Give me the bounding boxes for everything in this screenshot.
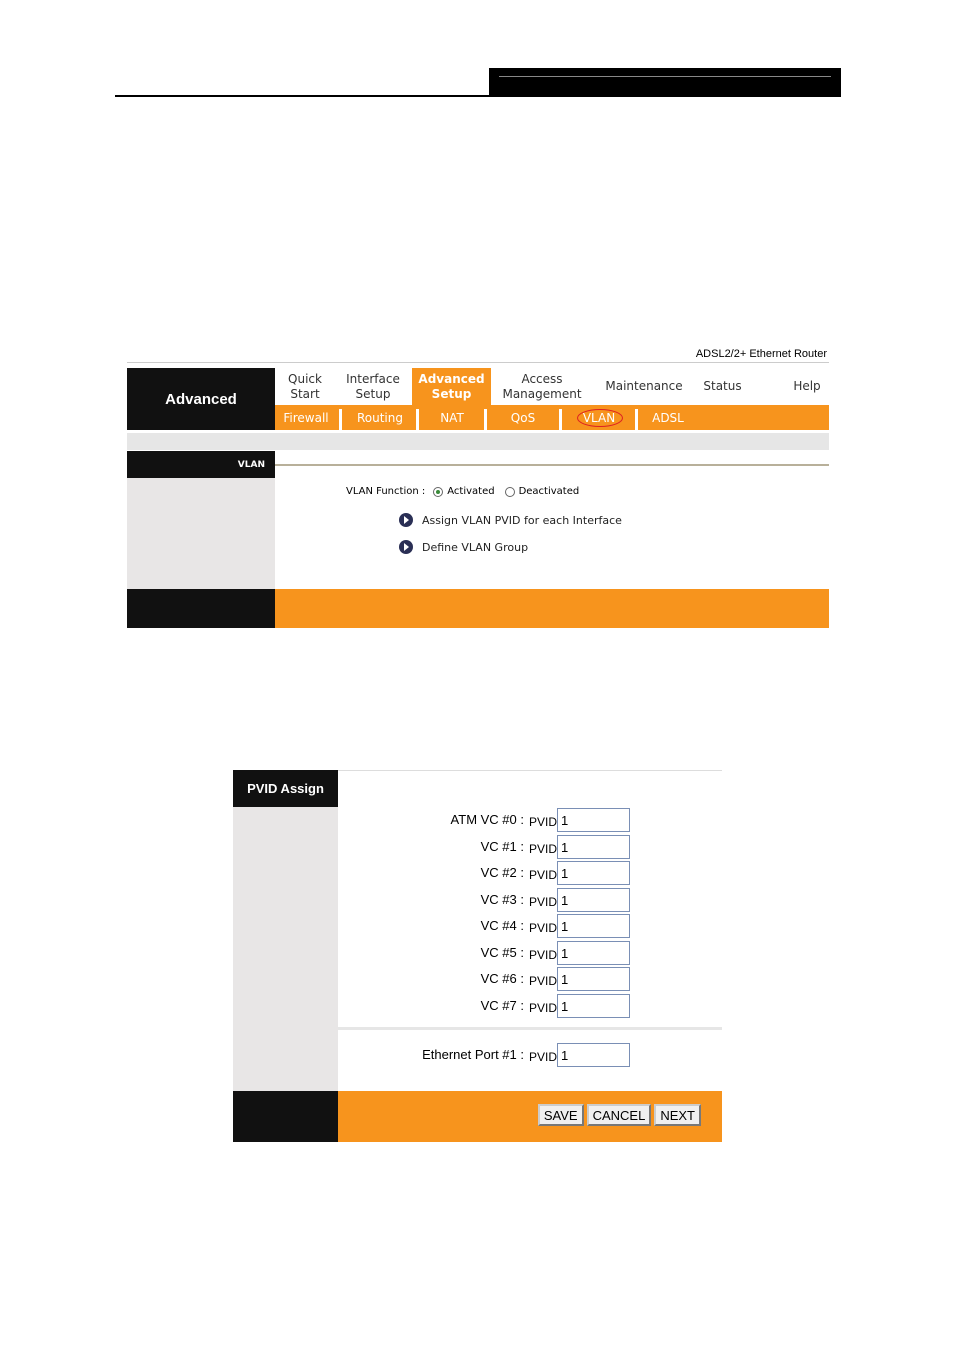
menu-interface-setup[interactable]: Interface Setup [346,371,400,401]
pvid-label: PVID [529,1001,558,1015]
pvid-label: PVID [529,921,558,935]
router-brand: ADSL2/2+ Ethernet Router [695,348,827,360]
menu-quick-start[interactable]: Quick Start [288,371,322,401]
pvid-input-vc4[interactable] [557,914,630,938]
page-header-block [489,68,841,97]
pvid-row-vc3 [338,888,722,912]
pvid-input-vc1[interactable] [557,835,630,859]
pvid-label: PVID [529,895,558,909]
submenu-separator [484,409,487,430]
submenu-nat[interactable]: NAT [440,410,464,425]
pvid-label: PVID [529,974,558,988]
radio-deactivated[interactable] [505,487,515,497]
footer-bar [275,589,829,628]
pvid-row-vc6 [338,967,722,991]
menu-help[interactable]: Help [793,379,821,393]
pvid-label: PVID [529,1050,558,1064]
pvid-label: PVID [529,868,558,882]
pvid-input-ethernet1[interactable] [557,1043,630,1067]
main-menu [275,368,829,405]
row-label: ATM VC #0 : [450,812,524,827]
row-label: VC #2 : [480,865,524,880]
left-panel [127,478,275,589]
row-label: VC #6 : [480,971,524,986]
menu-maintenance[interactable]: Maintenance [605,379,683,393]
submenu-adsl[interactable]: ADSL [652,410,684,425]
vlan-function-row [346,486,579,497]
row-label: VC #4 : [480,918,524,933]
define-vlan-group-link[interactable] [399,540,528,554]
top-divider [127,362,829,363]
pvid-row-vc1 [338,835,722,859]
pvid-row-vc7 [338,994,722,1018]
row-label: VC #5 : [480,945,524,960]
next-button[interactable]: NEXT [654,1104,701,1126]
pvid-row-atm-vc0 [338,808,722,832]
footer-left [233,1091,338,1142]
submenu-routing[interactable]: Routing [356,410,403,425]
pvid-input-vc7[interactable] [557,994,630,1018]
pvid-label: PVID [529,815,558,829]
vlan-function-label: VLAN Function : [346,486,426,497]
submenu-firewall[interactable]: Firewall [283,410,329,425]
radio-deactivated-label: Deactivated [518,486,580,497]
pvid-row-ethernet1 [338,1043,722,1067]
arrow-circle-icon [399,513,413,527]
panel-divider [275,464,829,466]
save-button[interactable]: SAVE [538,1104,584,1126]
pvid-input-vc5[interactable] [557,941,630,965]
vlan-highlight-circle [577,409,623,427]
page-header-rule [499,76,831,77]
pvid-row-vc2 [338,861,722,885]
section-title: Advanced [127,368,275,430]
pvid-row-vc5 [338,941,722,965]
submenu-vlan[interactable]: VLAN [582,410,616,425]
footer-left [127,589,275,628]
panel-title: VLAN [127,451,275,478]
top-divider [338,770,722,771]
row-label: VC #3 : [480,892,524,907]
pvid-input-vc0[interactable] [557,808,630,832]
button-group [538,1104,701,1126]
submenu-separator [635,409,638,430]
pvid-label: PVID [529,948,558,962]
submenu-qos[interactable]: QoS [510,410,536,425]
left-panel [233,807,338,1091]
menu-access-management[interactable]: Access Management [502,371,582,401]
menu-advanced-setup[interactable]: Advanced Setup [412,368,491,405]
row-label: Ethernet Port #1 : [422,1047,524,1062]
section-divider [338,1027,722,1030]
cancel-button[interactable]: CANCEL [587,1104,652,1126]
submenu-separator [416,409,419,430]
grey-bar [127,433,829,450]
sub-menu [275,405,829,430]
pvid-assign-screen [233,770,722,1142]
radio-activated[interactable] [433,487,443,497]
page-header-line [115,95,841,97]
menu-status[interactable]: Status [703,379,742,393]
arrow-circle-icon [399,540,413,554]
submenu-separator [559,409,562,430]
radio-activated-label: Activated [447,486,495,497]
pvid-row-vc4 [338,914,722,938]
assign-pvid-link[interactable] [399,513,622,527]
row-label: VC #1 : [480,839,524,854]
row-label: VC #7 : [480,998,524,1013]
pvid-title: PVID Assign [233,770,338,807]
pvid-input-vc6[interactable] [557,967,630,991]
assign-pvid-label: Assign VLAN PVID for each Interface [422,513,622,527]
pvid-label: PVID [529,842,558,856]
submenu-separator [339,409,342,430]
pvid-input-vc3[interactable] [557,888,630,912]
vlan-screen [127,345,829,628]
define-vlan-group-label: Define VLAN Group [422,540,529,554]
pvid-input-vc2[interactable] [557,861,630,885]
